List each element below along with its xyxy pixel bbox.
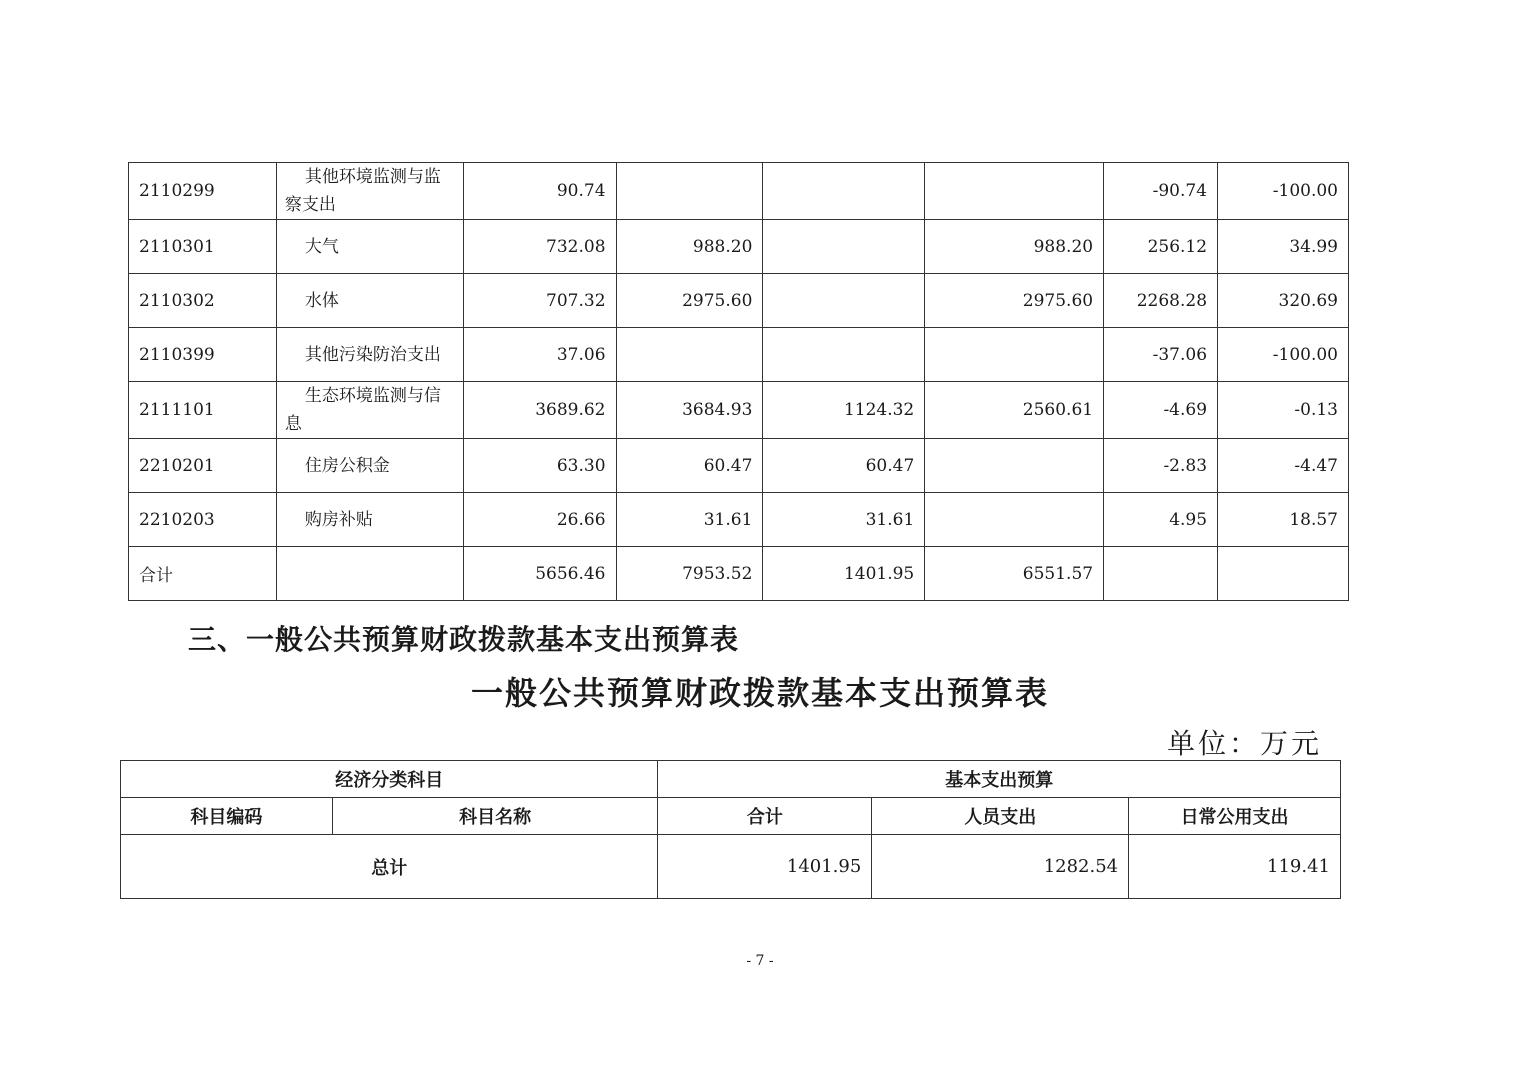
budget-total-cell: 7953.52 [616,547,763,601]
basic-expenditure-table [120,760,1341,899]
header-economic-category: 经济分类科目 [121,761,658,798]
change-percent-cell: -0.13 [1218,382,1349,439]
project-expenditure-cell [925,493,1104,547]
change-percent-cell: 18.57 [1218,493,1349,547]
basic-expenditure-cell: 1124.32 [763,382,925,439]
subject-name-cell: 购房补贴 [276,493,463,547]
table-row [129,493,1349,547]
change-percent-cell: -100.00 [1218,328,1349,382]
prev-budget-cell: 37.06 [463,328,616,382]
subject-code-cell: 2110299 [129,163,277,220]
budget-total-cell [616,328,763,382]
project-expenditure-cell: 6551.57 [925,547,1104,601]
subject-code-cell: 2110399 [129,328,277,382]
basic-expenditure-cell: 1401.95 [763,547,925,601]
prev-budget-cell: 5656.46 [463,547,616,601]
subject-code-cell: 2111101 [129,382,277,439]
table-row [129,163,1349,220]
basic-expenditure-cell [763,274,925,328]
subject-name-cell: 生态环境监测与信息 [276,382,463,439]
subject-name-cell: 水体 [276,274,463,328]
basic-expenditure-cell [763,163,925,220]
basic-expenditure-cell: 31.61 [763,493,925,547]
change-amount-cell: -2.83 [1104,439,1218,493]
change-amount-cell: -90.74 [1104,163,1218,220]
page-number: - 7 - [746,953,774,969]
basic-expenditure-cell [763,220,925,274]
budget-total-cell: 3684.93 [616,382,763,439]
change-amount-cell: 256.12 [1104,220,1218,274]
change-amount-cell [1104,547,1218,601]
change-amount-cell: 4.95 [1104,493,1218,547]
table-row [129,439,1349,493]
project-expenditure-cell: 988.20 [925,220,1104,274]
header-personnel: 人员支出 [872,798,1129,835]
total-label: 总计 [121,835,658,899]
column-header-row [121,798,1341,835]
header-public: 日常公用支出 [1129,798,1341,835]
public-value: 119.41 [1129,835,1341,899]
prev-budget-cell: 26.66 [463,493,616,547]
project-expenditure-cell: 2560.61 [925,382,1104,439]
table-row [129,547,1349,601]
project-expenditure-cell [925,163,1104,220]
subject-code-cell: 合计 [129,547,277,601]
subject-name-cell [276,547,463,601]
subject-code-cell: 2110301 [129,220,277,274]
personnel-value: 1282.54 [872,835,1129,899]
change-amount-cell: -37.06 [1104,328,1218,382]
header-subject-name: 科目名称 [332,798,658,835]
basic-expenditure-cell [763,328,925,382]
budget-total-cell: 2975.60 [616,274,763,328]
subject-code-cell: 2110302 [129,274,277,328]
prev-budget-cell: 732.08 [463,220,616,274]
unit-label: 单位：万元 [1166,727,1322,760]
prev-budget-cell: 707.32 [463,274,616,328]
header-basic-budget: 基本支出预算 [658,761,1341,798]
subject-name-cell: 其他环境监测与监察支出 [276,163,463,220]
budget-total-cell: 988.20 [616,220,763,274]
header-total: 合计 [658,798,872,835]
basic-expenditure-cell: 60.47 [763,439,925,493]
change-percent-cell: 320.69 [1218,274,1349,328]
change-amount-cell: -4.69 [1104,382,1218,439]
change-percent-cell [1218,547,1349,601]
subject-name-cell: 大气 [276,220,463,274]
project-expenditure-cell [925,328,1104,382]
section-heading: 三、一般公共预算财政拨款基本支出预算表 [188,623,740,656]
budget-total-cell: 60.47 [616,439,763,493]
prev-budget-cell: 90.74 [463,163,616,220]
prev-budget-cell: 3689.62 [463,382,616,439]
change-amount-cell: 2268.28 [1104,274,1218,328]
subject-code-cell: 2210203 [129,493,277,547]
subject-name-cell: 住房公积金 [276,439,463,493]
budget-total-cell [616,163,763,220]
total-value: 1401.95 [658,835,872,899]
header-subject-code: 科目编码 [121,798,333,835]
expenditure-table-continued [128,162,1349,601]
budget-total-cell: 31.61 [616,493,763,547]
project-expenditure-cell: 2975.60 [925,274,1104,328]
change-percent-cell: 34.99 [1218,220,1349,274]
subject-name-cell: 其他污染防治支出 [276,328,463,382]
change-percent-cell: -100.00 [1218,163,1349,220]
subject-code-cell: 2210201 [129,439,277,493]
prev-budget-cell: 63.30 [463,439,616,493]
table-row [129,382,1349,439]
table-row [129,328,1349,382]
table-title: 一般公共预算财政拨款基本支出预算表 [470,674,1049,712]
table-row [129,220,1349,274]
group-header-row [121,761,1341,798]
change-percent-cell: -4.47 [1218,439,1349,493]
total-row [121,835,1341,899]
project-expenditure-cell [925,439,1104,493]
table-row [129,274,1349,328]
